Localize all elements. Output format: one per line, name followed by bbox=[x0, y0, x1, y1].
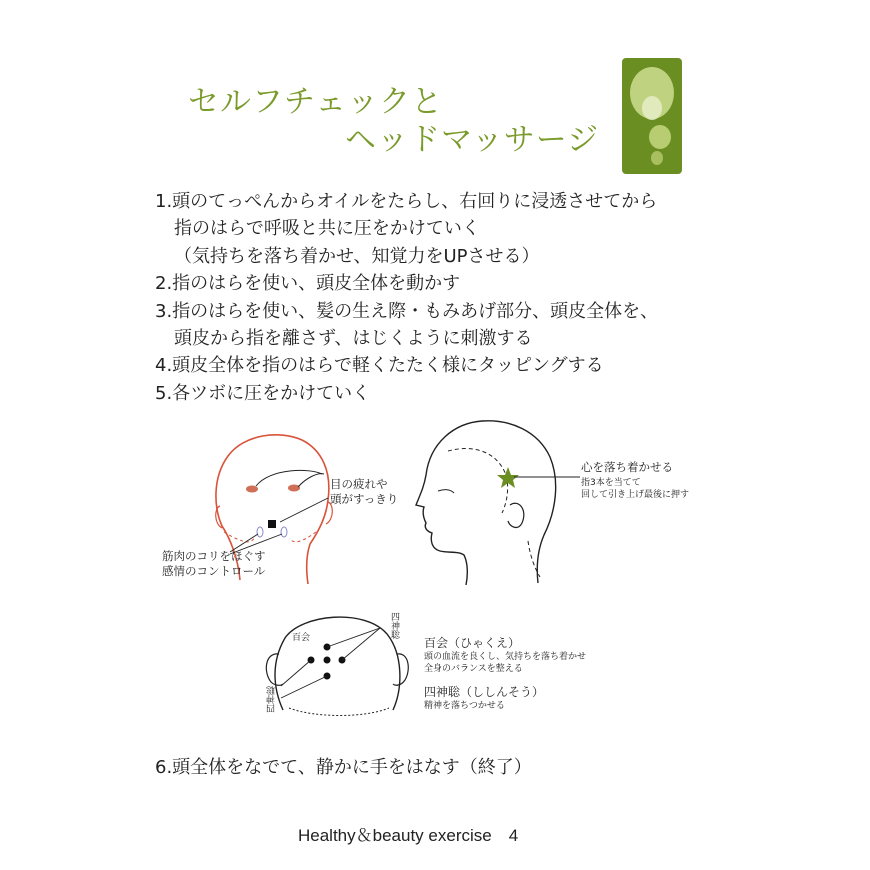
step-1-line3: （気持ちを落ち着かせ、知覚力をUPさせる） bbox=[174, 245, 540, 267]
step-2: 2.指のはらを使い、頭皮全体を動かす bbox=[155, 273, 461, 295]
step-6: 6.頭全体をなでて、静かに手をはなす（終了） bbox=[155, 757, 532, 778]
hyakue-title: 百会（ひゃくえ） bbox=[424, 636, 521, 650]
shinso-top-label: 四神聡 bbox=[389, 612, 399, 639]
shinso-description: 精神を落ちつかせる bbox=[424, 701, 505, 711]
decorative-badge bbox=[622, 58, 682, 174]
step-5: 5.各ツボに圧をかけていく bbox=[155, 382, 371, 404]
step-3-line2: 頭皮から指を離さず、はじくように刺激する bbox=[174, 328, 533, 350]
page-title-line1: セルフチェックと bbox=[188, 84, 444, 120]
step-3-line1: 3.指のはらを使い、髪の生え際・もみあげ部分、頭皮全体を、 bbox=[155, 300, 659, 322]
side-head-illustration bbox=[410, 415, 580, 585]
step-1-line1: 1.頭のてっぺんからオイルをたらし、右回りに浸透させてから bbox=[155, 191, 658, 212]
back-head-muscle-label: 筋肉のコリをほぐす 感情のコントロール bbox=[162, 549, 266, 578]
back-head-eyes-label: 目の疲れや 頭がすっきり bbox=[330, 477, 399, 506]
instruction-list bbox=[155, 188, 658, 407]
shinso-left-label: 四神聡 bbox=[267, 686, 277, 713]
hyakue-description: 頭の血流を良くし、気持ちを落ち着かせ 全身のバランスを整える bbox=[424, 652, 587, 674]
side-head-note: 指3本を当てて 回して引き上げ最後に押す bbox=[581, 478, 690, 500]
shinso-title: 四神聡（ししんそう） bbox=[424, 685, 545, 699]
page-footer: Healthy＆beauty exercise 4 bbox=[298, 826, 519, 845]
top-head-illustration bbox=[255, 608, 425, 728]
side-head-label: 心を落ち着かせる bbox=[581, 460, 673, 474]
step-1-line2: 指のはらで呼吸と共に圧をかけていく bbox=[174, 218, 480, 240]
page-title-line2: ヘッドマッサージ bbox=[345, 122, 600, 158]
hyakue-point-label: 百会 bbox=[292, 633, 311, 643]
step-4: 4.頭皮全体を指のはらで軽くたたく様にタッピングする bbox=[155, 355, 604, 377]
bubbles-icon bbox=[622, 58, 682, 174]
